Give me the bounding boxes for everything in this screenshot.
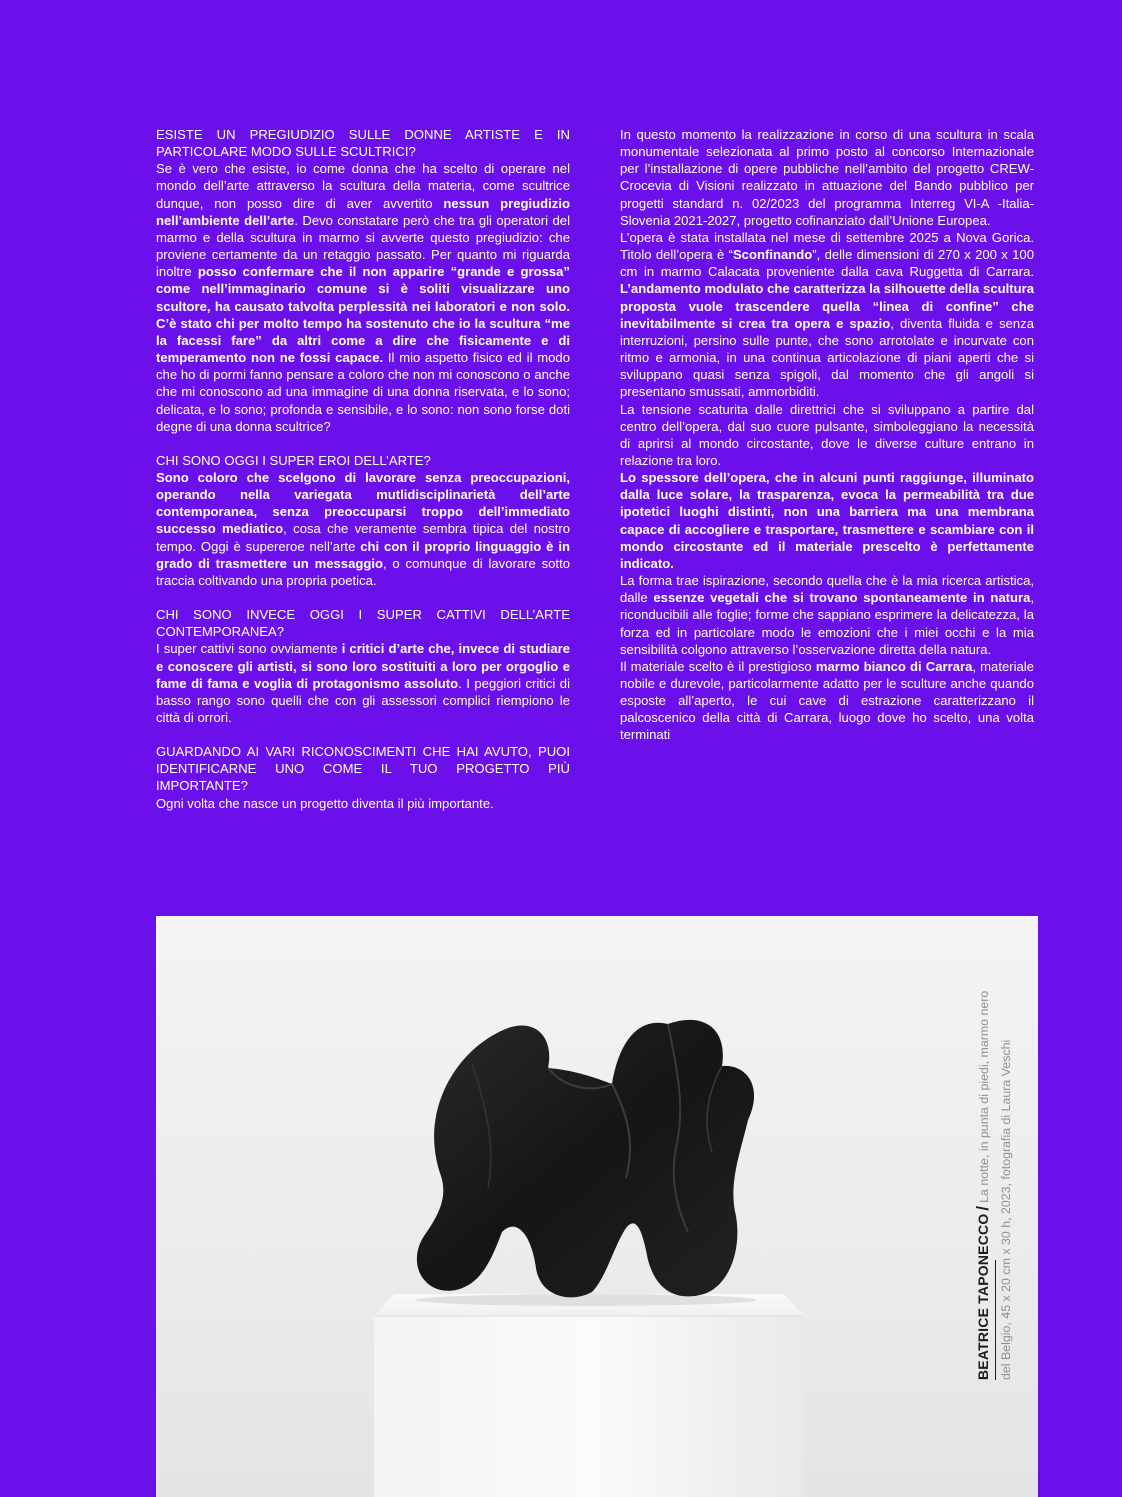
question-super-heroes: CHI SONO OGGI I SUPER EROI DELL’ARTE? (156, 452, 431, 468)
answer-women-artists: Se è vero che esiste, io come donna che ha scelto di operare nel mondo dell’arte attraverso la scultura della materia, come scultrice dunque, non posso dire di aver avvertito nessun pregiudizio nell’ambiente dell’arte. Devo constatare però che tra gli operatori del marmo e della scultura in marmo si avverte questo pregiudizio: che proviene certamente da un retaggio passato. Per quanto mi riguarda inoltre posso confermare che il non apparire “grande e grossa” come nell’immaginario comune si è soliti visualizzare uno scultore, ha causato talvolta perplessità nei laboratori e non solo. C’è stato chi per molto tempo ha sostenuto che io la scultura “me la facessi fare” da altri come a dire che fisicamente e di temperamento non ne fossi capace. Il mio aspetto fisico ed il modo che ho di pormi fanno pensare a coloro che non mi conoscono o anche che mi conoscono ad una immagine di una donna riservata, e lo sono; delicata, e lo sono; profonda e sensibile, e lo sono: non sono forse doti degne di una donna scultrice? (156, 161, 570, 434)
question-most-important-project: GUARDANDO AI VARI RICONOSCIMENTI CHE HAI AVUTO, PUOI IDENTIFICARNE UNO COME IL TUO PROGETTO PIÙ IMPORTANTE? (156, 744, 570, 794)
caption-line-2: del Belgio, 45 x 20 cm x 30 h, 2023, fotografia di Laura Veschi (999, 1039, 1013, 1380)
sculpture-photo (156, 916, 1038, 1497)
question-super-villains: CHI SONO INVECE OGGI I SUPER CATTIVI DELL’ARTE CONTEMPORANEA? (156, 607, 570, 640)
question-women-artists: ESISTE UN PREGIUDIZIO SULLE DONNE ARTISTE E IN PARTICOLARE MODO SULLE SCULTRICI? (156, 127, 570, 160)
caption-line-1: La notte, in punta di piedi, marmo nero (977, 990, 991, 1203)
answer-super-villains: I super cattivi sono ovviamente i critici d’arte che, invece di studiare e conoscere gli artisti, si sono loro sostituiti a loro per orgoglio e fame di fama e voglia di protagonismo assoluto. I peggiori critici di basso rango sono quelli che con gli assessori complici riempiono le città di orrori. (156, 641, 571, 725)
paragraph-crew-project: In questo momento la realizzazione in corso di una scultura in scala monumentale selezionata al primo posto al concorso Internazionale per l’installazione di opere pubbliche nell’ambito del progetto CREW- Crocevia di Visioni realizzato in attuazione del Bando pubblico per progetti standard n. 02/2023 del programma Interreg VI-A -Italia-Slovenia 2021-2027, progetto cofinanziato dall’Unione Europea. (620, 127, 1034, 228)
right-column (620, 126, 1034, 744)
paragraph-material: Il materiale scelto è il prestigioso marmo bianco di Carrara, materiale nobile e durevole, particolarmente adatto per le sculture anche quando esposte all’aperto, le cui cave di estrazione caratterizzano il palcoscenico della città di Carrara, luogo dove ho scelto, una volta terminati (620, 658, 1034, 743)
photo-caption (975, 910, 1019, 1380)
left-column (156, 126, 570, 812)
paragraph-tension: La tensione scaturita dalle direttrici che si sviluppano a partire dal centro dell’opera, dal suo cuore pulsante, simboleggiano la necessità di aprirsi al mondo circostante, dove le diverse culture entrano in relazione tra loro. (620, 401, 1034, 468)
caption-slash: / (973, 1205, 992, 1211)
paragraph-thickness: Lo spessore dell’opera, che in alcuni punti raggiunge, illuminato dalla luce solare, la trasparenza, evoca la permeabilità tra due ipotetici luoghi distinti, non una barriera ma una membrana capace di accogliere e trasportare, trasmettere e scambiare con il mondo circostante ed il materiale prescelto è perfettamente indicato. (620, 470, 1034, 571)
answer-super-heroes: Sono coloro che scelgono di lavorare senza preoccupazioni, operando nella variegata mutlidisciplinarietà dell’arte contemporanea, senza preoccuparsi troppo dell’immediato successo mediatico, cosa che veramente sembra tipica del nostro tempo. Oggi è supereroe nell’arte chi con il proprio linguaggio è in grado di trasmettere un messaggio, o comunque di lavorare sotto traccia coltivando una propria poetica. (156, 469, 571, 588)
sculpture-figure (156, 916, 1038, 1497)
caption-underline (995, 1260, 996, 1380)
paragraph-inspiration: La forma trae ispirazione, secondo quella che è la mia ricerca artistica, dalle essenze vegetali che si trovano spontaneamente in natura, riconducibili alle foglie; forme che sappiano esprimere la delicatezza, la forza ed in particolare modo le emozioni che i miei occhi e la mia sensibilità colgono attraverso l’osservazione diretta della natura. (620, 573, 1034, 657)
caption-artist: BEATRICE TAPONECCO (975, 1213, 991, 1380)
answer-most-important-project: Ogni volta che nasce un progetto diventa il più importante. (156, 795, 494, 811)
paragraph-sconfinando: L’opera è stata installata nel mese di settembre 2025 a Nova Gorica. Titolo dell’opera è “Sconfinando”, delle dimensioni di 270 x 200 x 100 cm in marmo Calacata proveniente dalla cava Ruggetta di Carrara. L’andamento modulato che caratterizza la silhouette della scultura proposta vuole trascendere quella “linea di confine” che inevitabilmente si crea tra opera e spazio, diventa fluida e senza interruzioni, persino sulle punte, che sono arrotolate e incurvate con ritmo e armonia, in una continua articolazione di piani aperti che si sviluppano quasi senza spigoli, dal momento che gli angoli si presentano smussati, ammorbiditi. (620, 229, 1035, 400)
